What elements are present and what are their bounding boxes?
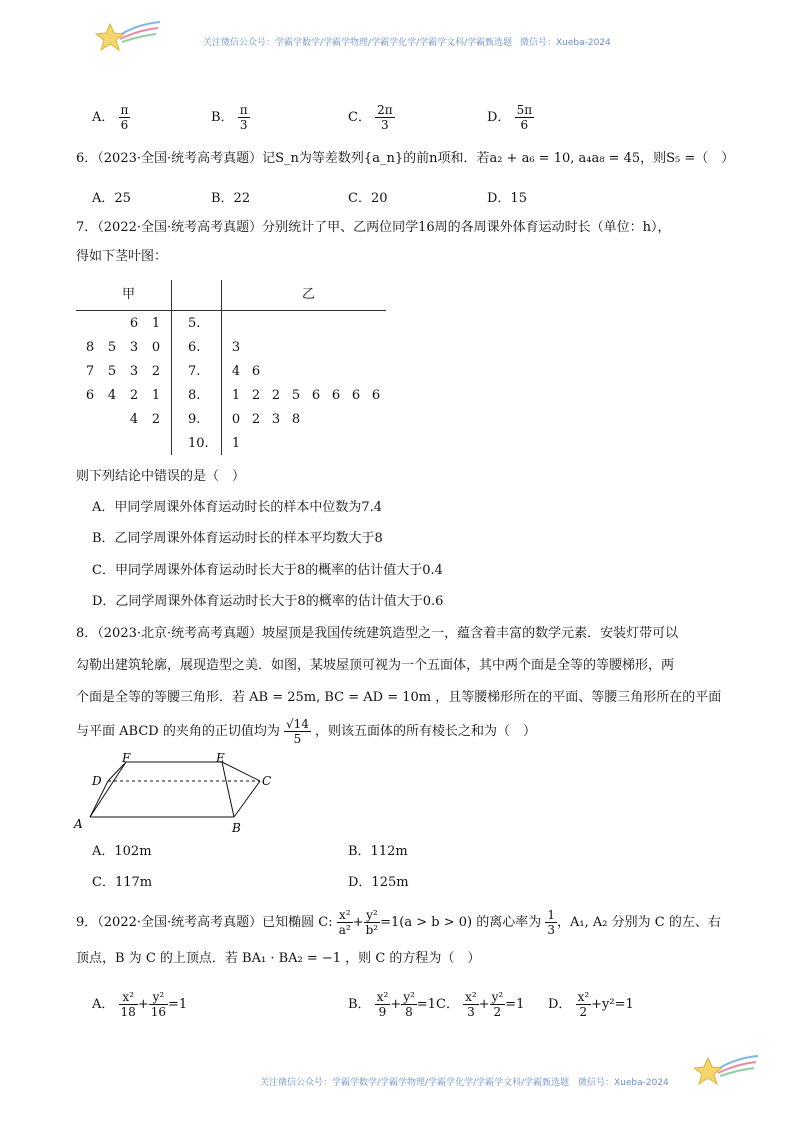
q9-line2: 顶点，B 为 C 的上顶点．若 BA₁ · BA₂ = −1 ，则 C 的方程为（ ）	[76, 951, 481, 966]
leaf-right: 3	[271, 412, 281, 427]
q8-option-a: A．102m	[92, 844, 152, 859]
leaf-right: 8	[291, 412, 301, 427]
figure-label-f: F	[122, 752, 131, 765]
figure-label-e: E	[216, 752, 225, 765]
leaf-right: 2	[251, 412, 261, 427]
leaf-left: 6	[129, 316, 139, 331]
table-header-right: 乙	[302, 287, 316, 302]
q5-option-c: C． $\frac{2\pi}{3}$	[348, 103, 393, 132]
q6-option-c: C．20	[348, 191, 388, 206]
leaf-right: 4	[231, 364, 241, 379]
leaf-left: 3	[129, 364, 139, 379]
figure-label-b: B	[232, 821, 241, 835]
q8-option-d: D．125m	[348, 875, 409, 890]
leaf-left: 4	[129, 412, 139, 427]
q7-option-d: D．乙同学周课外体育运动时长大于8的概率的估计值大于0.6	[92, 594, 444, 609]
leaf-left: 7	[85, 364, 95, 379]
q8-line2: 勾勒出建筑轮廓，展现造型之美．如图，某坡屋顶可视为一个五面体，其中两个面是全等的等腰梯形，两	[76, 658, 675, 673]
stem-value: 7.	[188, 364, 201, 379]
q8-line1: 8．（2023·北京·统考高考真题）坡屋顶是我国传统建筑造型之一，蕴含着丰富的数学元素．安装灯带可以	[76, 626, 679, 641]
leaf-left: 5	[107, 364, 117, 379]
q6-option-a: A．25	[92, 191, 131, 206]
leaf-right: 5	[291, 388, 301, 403]
q7-question: 则下列结论中错误的是（ ）	[76, 469, 246, 484]
header-wechat: 微信号：Xueba-2024	[520, 38, 611, 48]
q8-option-c: C．117m	[92, 875, 153, 890]
footer-wechat: 微信号：Xueba-2024	[578, 1078, 669, 1088]
stem-leaf-table	[76, 280, 396, 455]
figure-label-a: A	[74, 817, 83, 831]
star-logo-top	[92, 16, 164, 60]
stem-value: 5.	[188, 316, 201, 331]
leaf-left: 5	[107, 340, 117, 355]
leaf-left: 2	[129, 388, 139, 403]
q5-option-b: B． $\frac{\pi}{3}$	[211, 103, 248, 132]
leaf-right: 6	[331, 388, 341, 403]
leaf-left: 6	[85, 388, 95, 403]
leaf-right: 0	[231, 412, 241, 427]
leaf-left: 1	[151, 388, 161, 403]
q7-stem-line1: 7．（2022·全国·统考高考真题）分别统计了甲、乙两位同学16周的各周课外体育运动时长（单位：h），	[76, 220, 671, 235]
leaf-right: 2	[251, 388, 261, 403]
table-header-left: 甲	[122, 287, 136, 302]
stem-value: 9.	[188, 412, 201, 427]
figure-label-d: D	[92, 774, 102, 788]
stem-value: 6.	[188, 340, 201, 355]
q6-option-d: D．15	[487, 191, 527, 206]
figure-label-c: C	[262, 774, 272, 788]
leaf-left: 3	[129, 340, 139, 355]
table-vline-left	[171, 280, 172, 455]
q9-line1: 9．（2022·全国·统考高考真题）已知椭圆 C: $\frac{\text{x²}}{\text{a²}}$ + $\frac{\text{y²}}{\text{b²}}$ =1(a > b > 0) 的离心率为 $\frac{1}{3}$ ，A₁, A₂ 分别为 C 的左、右	[76, 908, 721, 937]
q5-option-a: A． $\frac{\pi}{6}$	[92, 103, 129, 132]
leaf-right: 6	[251, 364, 261, 379]
q8-option-b: B．112m	[348, 844, 408, 859]
q9-option-b: B． $\frac{\text{x²}}{9}$ + $\frac{\text{y²}}{8}$ =1	[348, 990, 436, 1019]
q9-option-a: A． $\frac{\text{x²}}{18}$ + $\frac{\text{y²}}{16}$ =1	[92, 990, 188, 1019]
q5-option-d: D． $\frac{5\pi}{6}$	[487, 103, 533, 132]
pentahedron-figure	[72, 752, 282, 836]
stem-value: 8.	[188, 388, 201, 403]
leaf-right: 1	[231, 388, 241, 403]
header-text: 关注微信公众号：学霸学数学/学霸学物理/学霸学化学/学霸学文科/学霸甄选题	[203, 38, 513, 48]
table-header-divider	[76, 310, 386, 311]
stem-value: 10.	[188, 436, 209, 451]
leaf-right: 3	[231, 340, 241, 355]
q6-option-b: B．22	[211, 191, 251, 206]
q7-option-a: A．甲同学周课外体育运动时长的样本中位数为7.4	[92, 500, 383, 515]
q7-stem-line2: 得如下茎叶图：	[76, 249, 168, 264]
leaf-left: 8	[85, 340, 95, 355]
q7-option-c: C．甲同学周课外体育运动时长大于8的概率的估计值大于0.4	[92, 563, 443, 578]
leaf-left: 4	[107, 388, 117, 403]
q9-option-c: C． $\frac{\text{x²}}{3}$ + $\frac{\text{y²}}{2}$ =1	[436, 990, 525, 1019]
star-logo-bottom	[690, 1050, 762, 1094]
leaf-right: 2	[271, 388, 281, 403]
q6-stem: 6．（2023·全国·统考高考真题）记S_n为等差数列{a_n}的前n项和．若a₂ + a₆ = 10, a₄a₈ = 45，则S₅ =（ ）	[76, 151, 735, 166]
q8-line4: 与平面 ABCD 的夹角的正切值均为 $\frac{√14}{5}$ ，则该五面体的所有棱长之和为（ ）	[76, 717, 537, 746]
footer-text: 关注微信公众号：学霸学数学/学霸学物理/学霸学化学/学霸学文科/学霸甄选题	[260, 1078, 570, 1088]
leaf-right: 6	[311, 388, 321, 403]
leaf-left: 2	[151, 412, 161, 427]
table-vline-right	[221, 280, 222, 455]
leaf-right: 1	[231, 436, 241, 451]
leaf-left: 0	[151, 340, 161, 355]
q7-option-b: B．乙同学周课外体育运动时长的样本平均数大于8	[92, 531, 383, 546]
leaf-right: 6	[351, 388, 361, 403]
leaf-left: 2	[151, 364, 161, 379]
leaf-left: 1	[151, 316, 161, 331]
q9-option-d: D． $\frac{\text{x²}}{2}$ +y²=1	[548, 990, 634, 1019]
leaf-right: 6	[371, 388, 381, 403]
q8-line3: 个面是全等的等腰三角形．若 AB = 25m, BC = AD = 10m ，且等腰梯形所在的平面、等腰三角形所在的平面	[76, 690, 722, 705]
